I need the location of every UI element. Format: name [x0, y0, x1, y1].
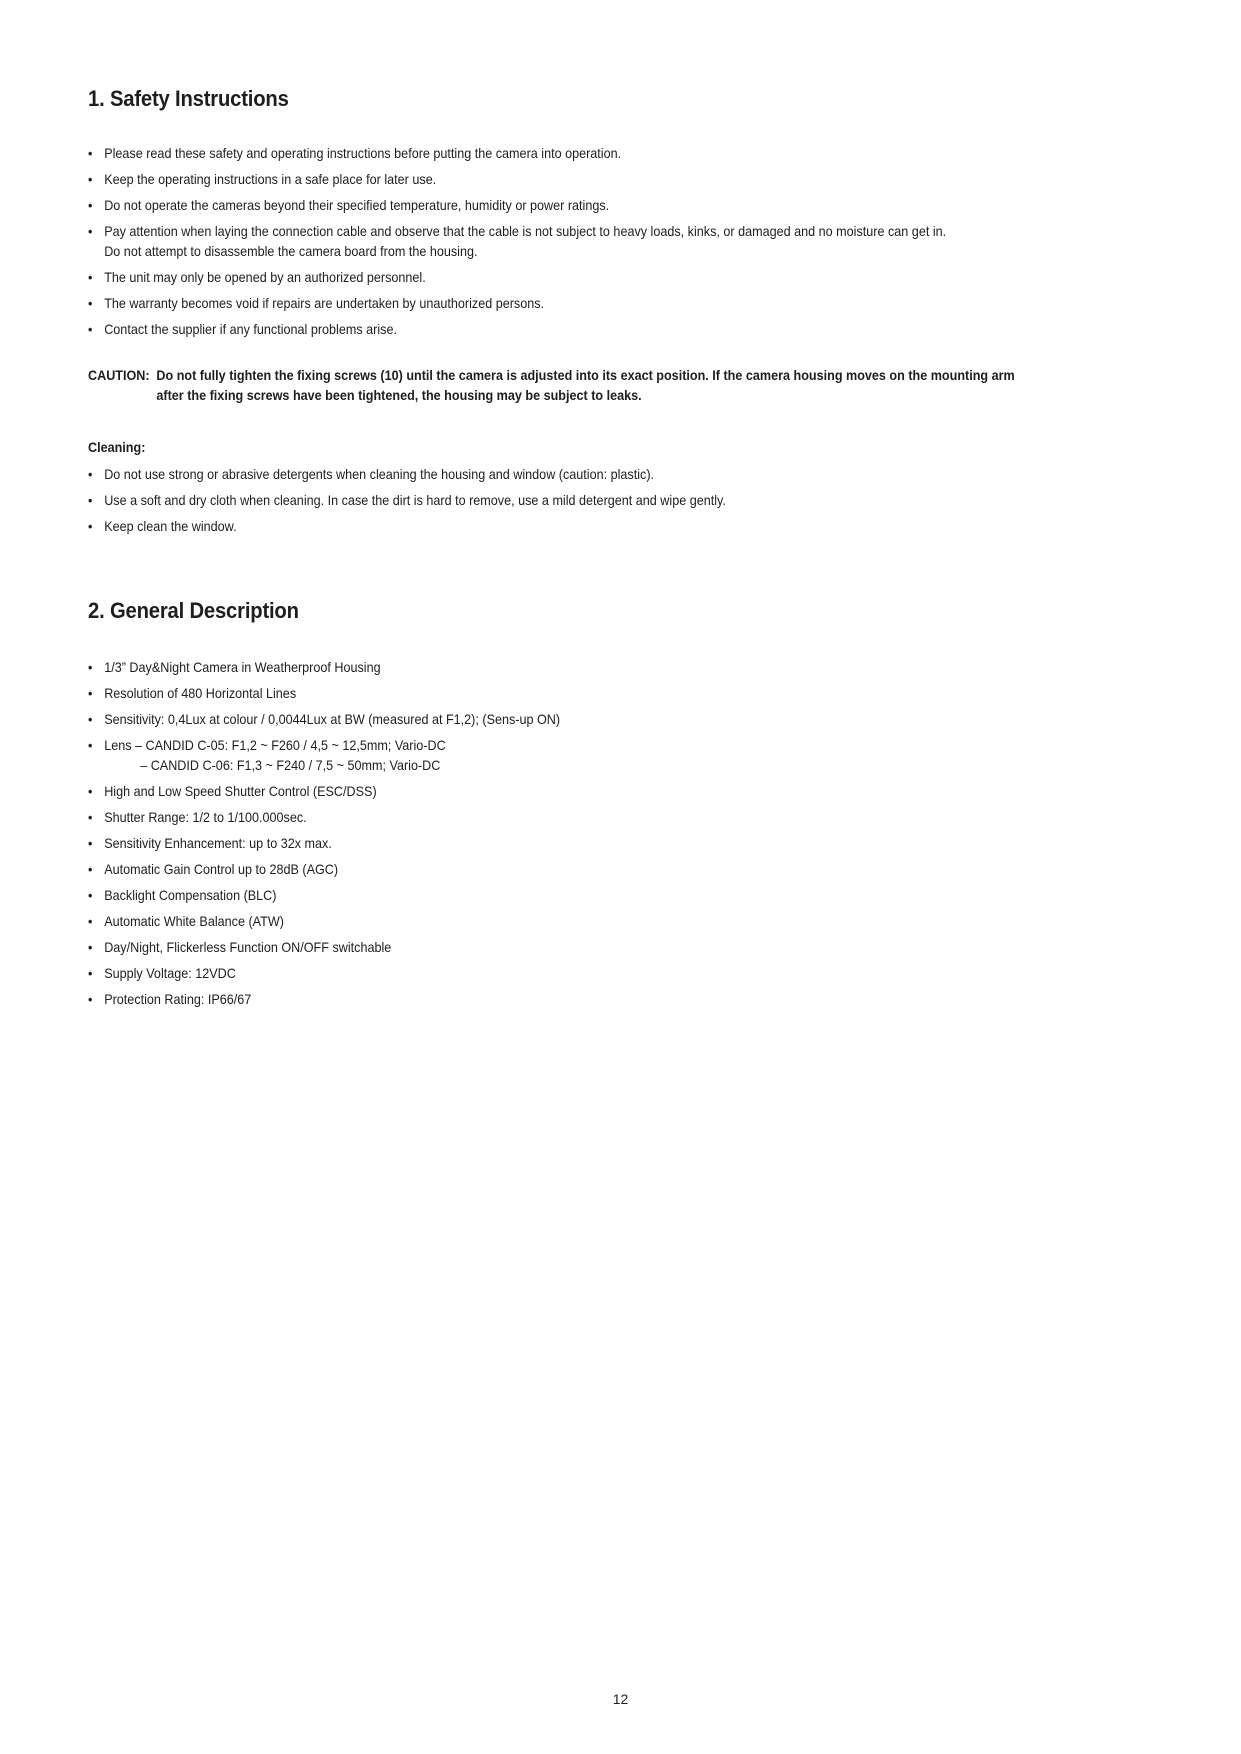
section-title-safety: 1. Safety Instructions [88, 86, 289, 111]
list-item: • High and Low Speed Shutter Control (ESC/DSS) [88, 783, 377, 799]
bullet-icon: • [88, 711, 93, 727]
lens-line-2: – CANDID C-06: F1,3 ~ F240 / 7,5 ~ 50mm; Vario-DC [140, 757, 441, 773]
list-item: • Backlight Compensation (BLC) [88, 887, 277, 903]
general-description-bullet-list [88, 657, 1148, 1009]
bullet-icon: • [88, 737, 93, 753]
bullet-icon: • [88, 269, 93, 285]
list-item [88, 735, 1042, 775]
bullet-icon: • [88, 492, 93, 508]
bullet-icon: • [88, 939, 93, 955]
list-item: • Keep the operating instructions in a safe place for later use. [88, 171, 437, 187]
list-item: • Shutter Range: 1/2 to 1/100.000sec. [88, 809, 307, 825]
bullet-icon: • [88, 991, 93, 1007]
list-item: • Protection Rating: IP66/67 [88, 991, 252, 1007]
caution-label: CAUTION: [88, 367, 150, 383]
list-item: • Resolution of 480 Horizontal Lines [88, 685, 297, 701]
list-item: • Pay attention when laying the connection cable and observe that the cable is not subject to heavy loads, kinks, or damaged and no moisture can get in. Do not attempt to disassemble the camera board from the housing. [88, 223, 947, 259]
bullet-icon: • [88, 518, 93, 534]
bullet-icon: • [88, 913, 93, 929]
bullet-icon: • [88, 835, 93, 851]
list-item: • Automatic White Balance (ATW) [88, 913, 284, 929]
list-item: • Day/Night, Flickerless Function ON/OFF switchable [88, 939, 392, 955]
bullet-icon: • [88, 145, 93, 161]
section-title-general-description: 2. General Description [88, 598, 299, 623]
list-item: • Use a soft and dry cloth when cleaning. In case the dirt is hard to remove, use a mild detergent and wipe gently. [88, 492, 726, 508]
list-item: • The unit may only be opened by an authorized personnel. [88, 269, 426, 285]
bullet-icon: • [88, 466, 93, 482]
cleaning-heading: Cleaning: [88, 439, 146, 455]
bullet-icon: • [88, 223, 93, 239]
general-description-section [88, 598, 1148, 624]
bullet-icon: • [88, 887, 93, 903]
list-item: • Sensitivity Enhancement: up to 32x max. [88, 835, 332, 851]
list-item: • Sensitivity: 0,4Lux at colour / 0,0044Lux at BW (measured at F1,2); (Sens-up ON) [88, 711, 561, 727]
bullet-icon: • [88, 197, 93, 213]
bullet-icon: • [88, 321, 93, 337]
list-item: • The warranty becomes void if repairs are undertaken by unauthorized persons. [88, 295, 545, 311]
bullet-icon: • [88, 965, 93, 981]
bullet-icon: • [88, 861, 93, 877]
list-item: • Do not operate the cameras beyond their specified temperature, humidity or power ratings. [88, 197, 610, 213]
caution-text: Do not fully tighten the fixing screws (10) until the camera is adjusted into its exact position. If the camera housing moves on the mounting arm after the fixing screws have been tightened, the housing may be subject to leaks. [156, 367, 1015, 403]
safety-bullet-list-wrapper [88, 143, 1148, 345]
list-item: • 1/3” Day&Night Camera in Weatherproof Housing [88, 659, 381, 675]
bullet-icon: • [88, 809, 93, 825]
bullet-icon: • [88, 659, 93, 675]
bullet-icon: • [88, 685, 93, 701]
cleaning-section [88, 437, 1148, 542]
lens-line-1: Lens – CANDID C-05: F1,2 ~ F260 / 4,5 ~ 12,5mm; Vario-DC [104, 737, 446, 753]
bullet-icon: • [88, 295, 93, 311]
cleaning-bullet-list [88, 464, 1148, 536]
list-item: • Do not use strong or abrasive detergents when cleaning the housing and window (caution: plastic). [88, 466, 655, 482]
bullet-icon: • [88, 171, 93, 187]
bullet-icon: • [88, 783, 93, 799]
safety-bullet-list [88, 143, 1148, 339]
list-item: • Contact the supplier if any functional problems arise. [88, 321, 397, 337]
caution-note [88, 365, 1078, 405]
list-item: • Automatic Gain Control up to 28dB (AGC) [88, 861, 339, 877]
safety-instructions-section [88, 86, 1148, 112]
list-item: • Please read these safety and operating instructions before putting the camera into operation. [88, 145, 622, 161]
list-item: • Supply Voltage: 12VDC [88, 965, 236, 981]
general-bullet-list-wrapper [88, 657, 1148, 1015]
list-item: • Keep clean the window. [88, 518, 237, 534]
page-number: 12 [612, 1691, 629, 1707]
